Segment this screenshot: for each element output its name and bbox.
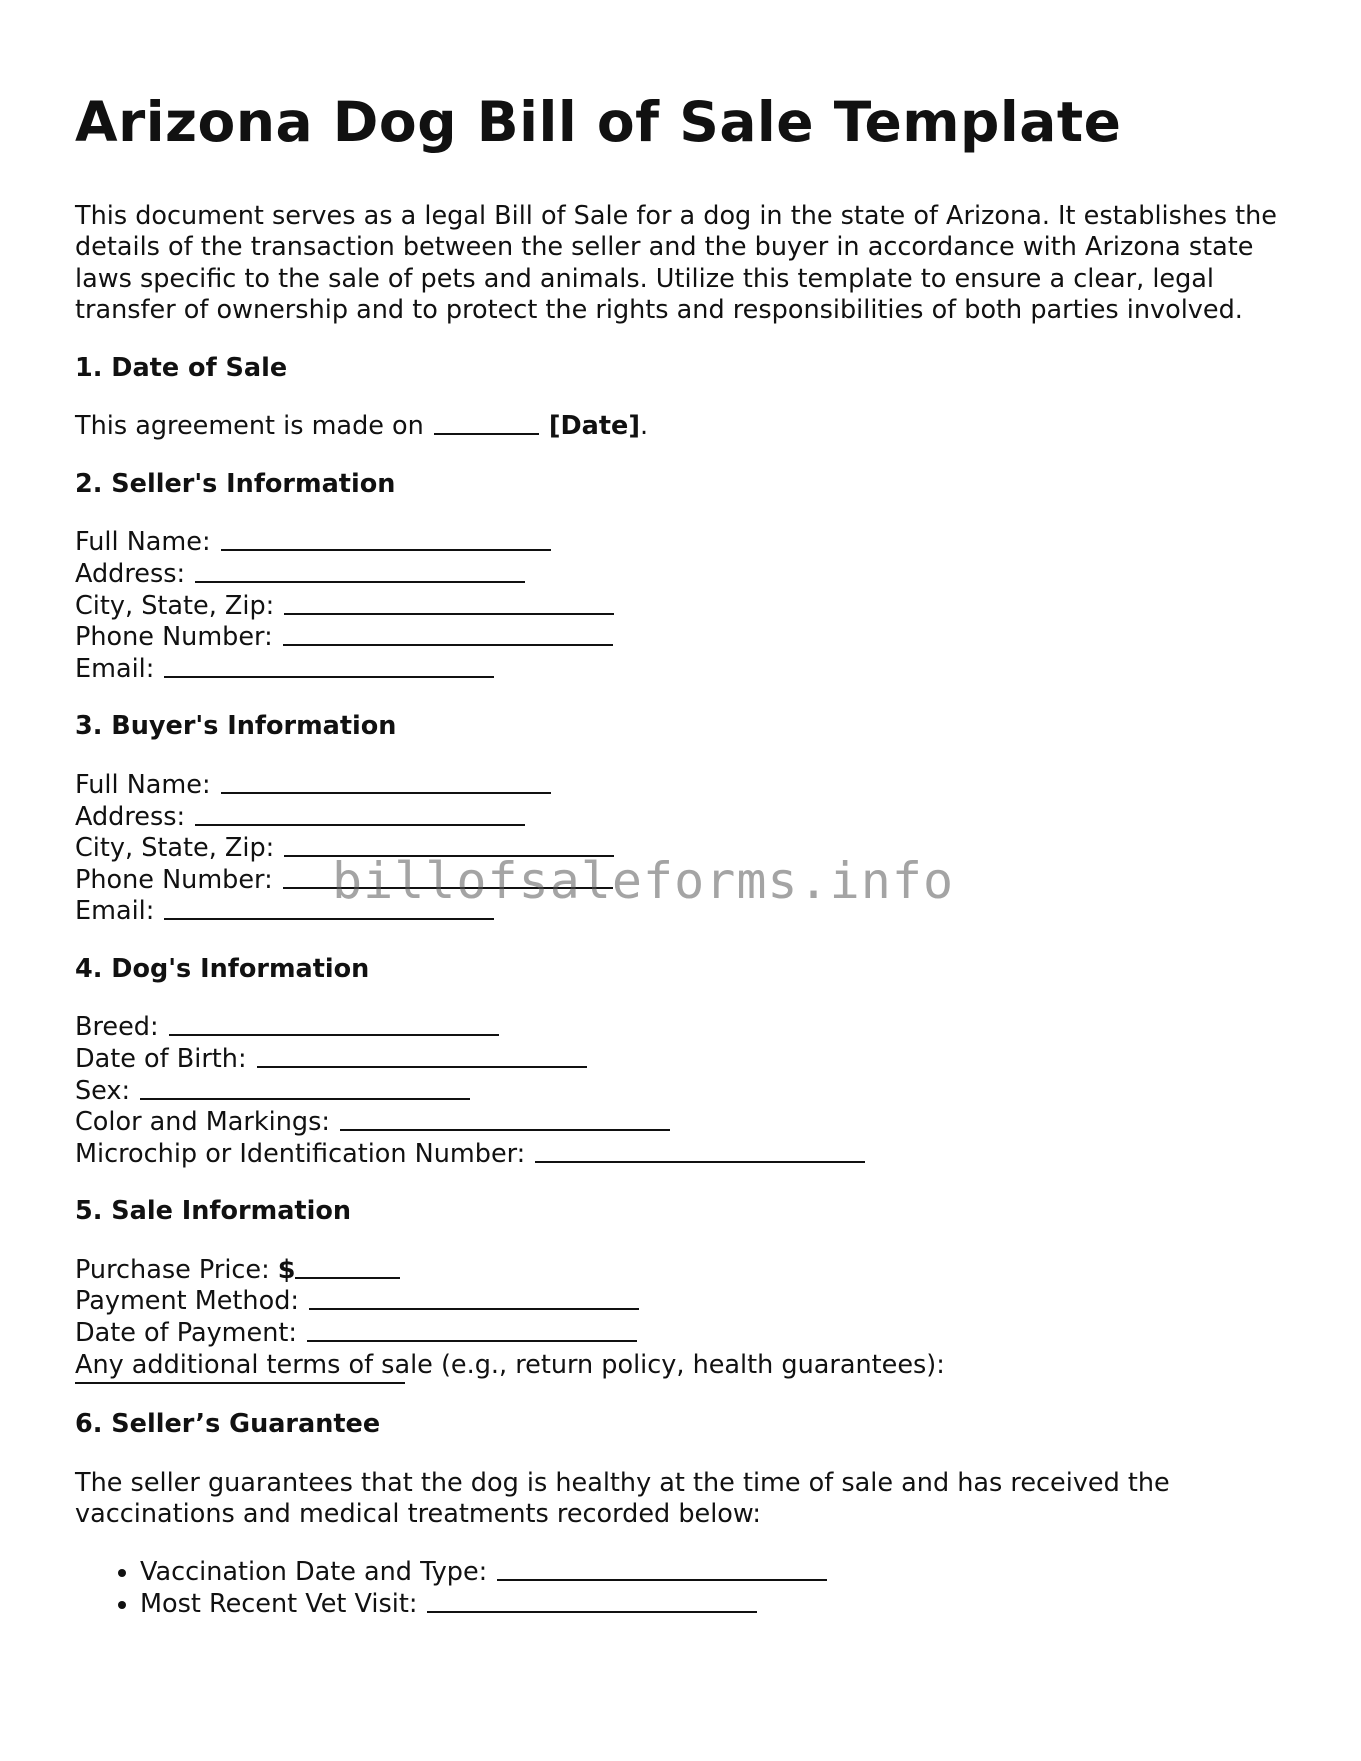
document-page: [75, 90, 1295, 1620]
seller-field-blank[interactable]: [283, 644, 613, 646]
dog-field-label: Microchip or Identification Number:: [75, 1138, 526, 1169]
date-placeholder: [Date]: [548, 411, 640, 442]
currency-symbol: $: [277, 1254, 296, 1285]
buyer-field-label: Address:: [75, 801, 186, 832]
buyer-field-blank[interactable]: [284, 855, 614, 857]
buyer-field-blank[interactable]: [195, 824, 525, 826]
dog-field-label: Color and Markings:: [75, 1107, 330, 1138]
intro-paragraph: This document serves as a legal Bill of Sale for a dog in the state of Arizona. It establishes the details of the transaction between the seller and the buyer in accordance with Arizona state laws specific to the sale of pets and animals. Utilize this template to ensure a clear, legal transfer of ownership and to protect the rights and responsibilities of both parties involved.: [75, 200, 1277, 326]
list-item: [140, 1589, 1295, 1621]
buyer-field-blank[interactable]: [221, 792, 551, 794]
guarantee-item-label: Most Recent Vet Visit:: [140, 1588, 418, 1619]
seller-field-row: [75, 622, 1295, 654]
guarantee-list: [75, 1557, 1295, 1620]
dog-field-row: [75, 1044, 1295, 1076]
seller-field-row: [75, 559, 1295, 591]
buyer-field-blank[interactable]: [283, 887, 613, 889]
dog-section: [75, 954, 1295, 1170]
dog-field-label: Breed:: [75, 1012, 159, 1043]
buyer-field-row: [75, 802, 1295, 834]
buyer-field-blank[interactable]: [164, 918, 494, 920]
buyer-field-label: Full Name:: [75, 769, 211, 800]
dog-field-row: [75, 1139, 1295, 1171]
agreement-date-line: [75, 411, 1295, 443]
date-line-end: .: [639, 411, 649, 442]
guarantee-text: The seller guarantees that the dog is healthy at the time of sale and has received the vaccinations and medical treatments recorded below:: [75, 1467, 1170, 1530]
buyer-field-row: [75, 896, 1295, 928]
additional-terms-blank[interactable]: [75, 1382, 405, 1384]
dog-field-row: [75, 1107, 1295, 1139]
sale-field-label: Date of Payment:: [75, 1318, 297, 1349]
seller-field-label: Phone Number:: [75, 622, 273, 653]
date-of-sale-section: [75, 353, 1295, 443]
dog-field-label: Sex:: [75, 1075, 131, 1106]
buyer-field-label: City, State, Zip:: [75, 833, 275, 864]
seller-field-label: Address:: [75, 559, 186, 590]
seller-field-row: [75, 654, 1295, 686]
sale-field-label: Payment Method:: [75, 1286, 299, 1317]
buyer-field-row: [75, 865, 1295, 897]
purchase-price-row: [75, 1255, 1295, 1287]
seller-field-row: [75, 591, 1295, 623]
buyer-heading: 3. Buyer's Information: [75, 711, 397, 742]
watermark: billofsaleforms.info: [332, 852, 955, 910]
guarantee-item-blank[interactable]: [497, 1579, 827, 1581]
seller-field-label: Full Name:: [75, 527, 211, 558]
seller-field-label: City, State, Zip:: [75, 590, 275, 621]
guarantee-section: [75, 1409, 1295, 1620]
agreement-date-blank[interactable]: [434, 433, 539, 435]
sale-field-row: [75, 1318, 1295, 1350]
sale-section: [75, 1196, 1295, 1383]
dog-field-blank[interactable]: [169, 1034, 499, 1036]
sale-heading: 5. Sale Information: [75, 1196, 352, 1227]
sale-field-blank[interactable]: [309, 1308, 639, 1310]
buyer-field-row: [75, 770, 1295, 802]
seller-field-blank[interactable]: [221, 549, 551, 551]
seller-field-blank[interactable]: [284, 613, 614, 615]
seller-heading: 2. Seller's Information: [75, 468, 396, 499]
buyer-field-label: Phone Number:: [75, 864, 273, 895]
seller-field-row: [75, 527, 1295, 559]
guarantee-item-blank[interactable]: [427, 1611, 757, 1613]
seller-section: [75, 469, 1295, 685]
buyer-field-label: Email:: [75, 896, 155, 927]
dog-field-row: [75, 1012, 1295, 1044]
seller-field-blank[interactable]: [195, 581, 525, 583]
additional-terms-row: [75, 1350, 1295, 1382]
agreement-date-text: This agreement is made on: [75, 411, 424, 442]
seller-field-blank[interactable]: [164, 676, 494, 678]
purchase-price-label: Purchase Price:: [75, 1254, 270, 1285]
buyer-section: [75, 711, 1295, 927]
dog-field-blank[interactable]: [340, 1129, 670, 1131]
sale-field-row: [75, 1286, 1295, 1318]
sale-field-blank[interactable]: [307, 1340, 637, 1342]
dog-field-row: [75, 1076, 1295, 1108]
document-title: Arizona Dog Bill of Sale Template: [75, 90, 1122, 154]
purchase-price-blank[interactable]: [295, 1277, 400, 1279]
guarantee-heading: 6. Seller’s Guarantee: [75, 1409, 381, 1440]
list-item: [140, 1557, 1295, 1589]
guarantee-item-label: Vaccination Date and Type:: [140, 1556, 488, 1587]
seller-field-label: Email:: [75, 653, 155, 684]
dog-field-blank[interactable]: [257, 1066, 587, 1068]
dog-heading: 4. Dog's Information: [75, 953, 370, 984]
buyer-field-row: [75, 833, 1295, 865]
additional-terms-label: Any additional terms of sale (e.g., return policy, health guarantees):: [75, 1349, 945, 1380]
dog-field-blank[interactable]: [535, 1161, 865, 1163]
date-of-sale-heading: 1. Date of Sale: [75, 352, 288, 383]
dog-field-label: Date of Birth:: [75, 1044, 247, 1075]
dog-field-blank[interactable]: [140, 1098, 470, 1100]
additional-terms-blank-row: [75, 1381, 1295, 1383]
